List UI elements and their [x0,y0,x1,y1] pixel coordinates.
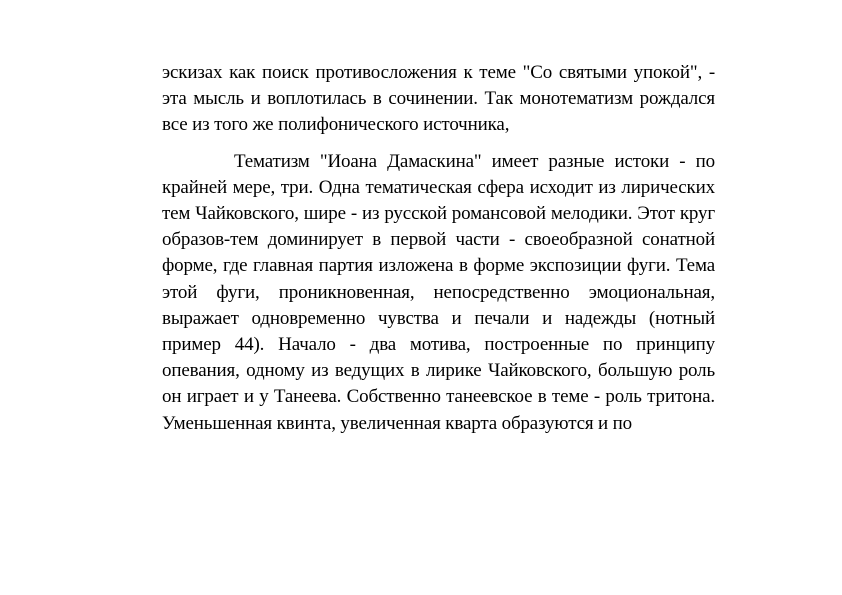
paragraph-1: эскизах как поиск противосложения к теме "Со святыми упокой", - эта мысль и воплотилась в сочинении. Так монотематизм рождался все из того же полифонического источника, [162,62,715,136]
body-text [162,60,715,437]
paragraph-2: Тематизм "Иоана Дамаскина" имеет разные истоки - по крайней мере, три. Одна тематическая сфера исходит из лирических тем Чайковского, шире - из русской романсовой мелодики. Этот круг образов-тем доминирует в первой части - своеобразной сонатной форме, где главная партия изложена в форме экспозиции фуги. Тема этой фуги, проникновенная, непосредственно эмоциональная, выражает одновременно чувства и печали и надежды (нотный пример 44). Начало - два мотива, построенные по принципу опевания, одному из ведущих в лирике Чайковского, большую роль он играет и у Танеева. Собственно танеевское в теме - роль тритона. Уменьшенная квинта, увеличенная кварта образуются и по [162,150,715,434]
